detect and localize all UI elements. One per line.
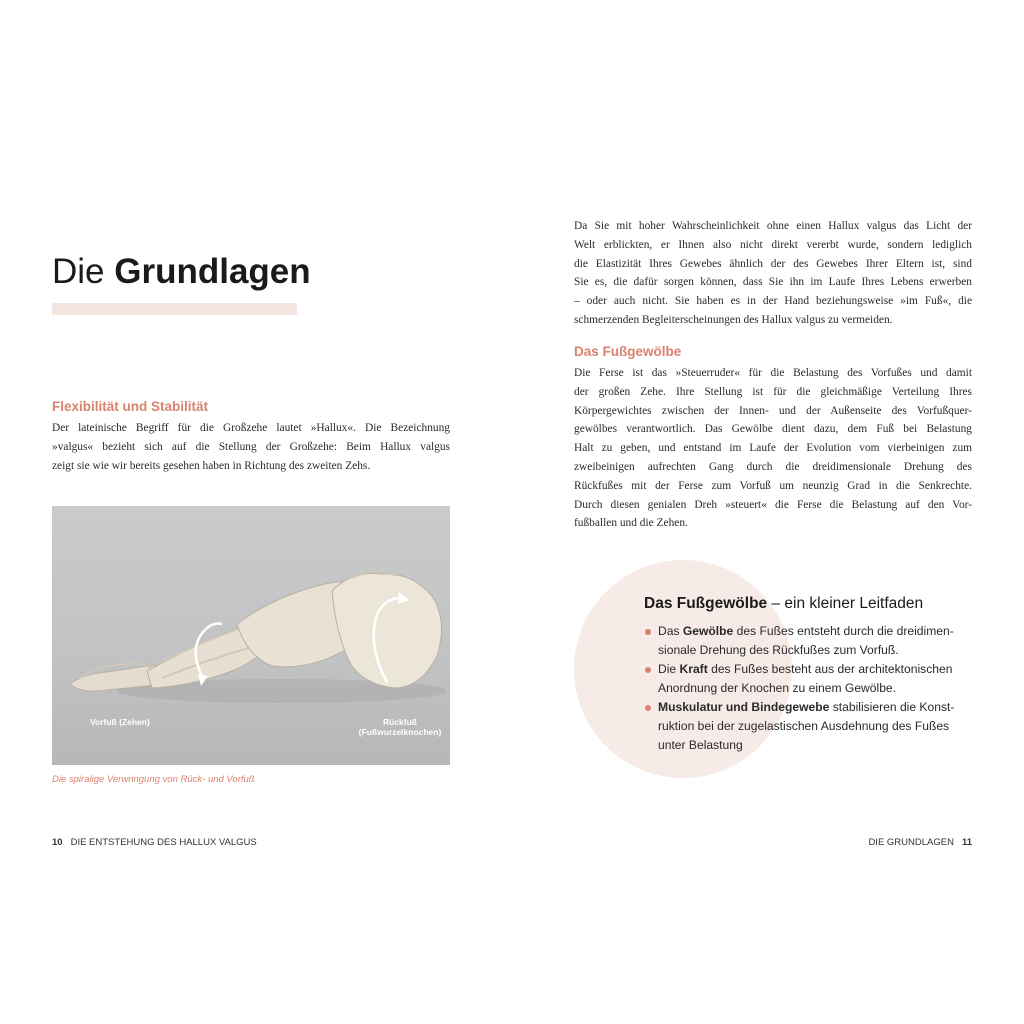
- bullet-text: Die: [658, 662, 680, 676]
- chapter-title: [52, 252, 311, 292]
- text-line: der großen Zehe. Ihre Stellung ist für die gleichmäßige Verteilung Ihres: [574, 385, 972, 398]
- text-line: Halt zu geben, und entstand im Laufe der Evolution vom vierbeinigen zum: [574, 442, 972, 455]
- text-line: – oder auch nicht. Sie haben es in der Hand beziehungsweise »im Fuß«, die: [574, 295, 972, 308]
- text-line: fußballen und die Zehen.: [574, 517, 688, 530]
- guide-box-title-bold: Das Fußgewölbe: [644, 595, 768, 612]
- bullet-emphasis: Muskulatur und Bindegewebe: [658, 700, 830, 714]
- bullet-text: des Fußes besteht aus der architektonischen: [707, 662, 953, 676]
- text-line: Durch diesen genialen Dreh »steuert« die Ferse die Belastung auf den Vor-: [574, 498, 972, 511]
- bullet-emphasis: Kraft: [679, 662, 708, 676]
- chapter-title-bold: Grundlagen: [114, 252, 311, 291]
- footer-right: [868, 837, 980, 848]
- text-line: Da Sie mit hoher Wahrscheinlichkeit ohne einen Hallux valgus das Licht der: [574, 220, 972, 232]
- text-line: schmerzenden Begleiterscheinungen des Hallux valgus zu vermeiden.: [574, 313, 893, 326]
- running-head-right: DIE GRUNDLAGEN: [868, 837, 954, 848]
- bullet-emphasis: Gewölbe: [682, 624, 734, 638]
- text-line: zeigt sie wie wir bereits gesehen haben in Richtung des zweiten Zehs.: [52, 459, 371, 472]
- text-line: gewölbes verantwortlich. Das Gewölbe dient dazu, dem Fuß bei Belastung: [574, 423, 972, 436]
- bullet-item: [643, 660, 973, 698]
- label-rearfoot: [352, 717, 448, 737]
- text-line: zweibeinigen aufrechten Gang durch die dreidimensionale Drehung des: [574, 460, 972, 473]
- bullet-item: [643, 698, 973, 755]
- label-forefoot: Vorfuß (Zehen): [90, 717, 150, 727]
- section-body-arch: [574, 364, 972, 533]
- guide-box-bullets: [643, 622, 973, 755]
- bullet-text: ruktion bei der zugelastischen Ausdehnung des Fußes: [658, 719, 950, 733]
- text-line: Der lateinische Begriff für die Großzehe lautet »Hallux«. Die Bezeichnung: [52, 422, 450, 434]
- text-line: Welt erblickten, er Ihnen also nicht direkt vererbt wurde, sondern lediglich: [574, 238, 972, 251]
- title-underline-bar: [52, 303, 297, 315]
- section-heading-arch: Das Fußgewölbe: [574, 344, 682, 359]
- bullet-text: sionale Drehung des Rückfußes zum Vorfuß.: [658, 643, 899, 657]
- section-heading-flexibility: Flexibilität und Stabilität: [52, 399, 209, 414]
- guide-box-title: [644, 595, 923, 613]
- section-body-flexibility: [52, 419, 450, 475]
- bullet-item: [643, 622, 973, 660]
- guide-box-title-rest: – ein kleiner Leitfaden: [767, 595, 924, 612]
- bullet-text: Das: [658, 624, 683, 638]
- page-number-left: 10: [52, 837, 63, 848]
- text-line: die Elastizität Ihres Gewebes ähnlich der des Gewebes Ihrer Eltern ist, sind: [574, 257, 972, 270]
- bullet-text: stabilisieren die Konst-: [829, 700, 955, 714]
- footer-left: [44, 837, 257, 848]
- page-number-right: 11: [961, 837, 972, 848]
- text-line: Körpergewichtes zwischen der Innen- und der Außenseite des Vorfußquer-: [574, 404, 972, 417]
- text-line: Die Ferse ist das »Steuerruder« für die Belastung des Vorfußes und damit: [574, 367, 972, 379]
- running-head-left: DIE ENTSTEHUNG DES HALLUX VALGUS: [70, 837, 257, 848]
- bullet-text: des Fußes entsteht durch die dreidimen-: [733, 624, 954, 638]
- label-rearfoot-line2: (Fußwurzelknochen): [358, 727, 442, 737]
- text-line: »valgus« bezieht sich auf die Stellung der Großzehe: Beim Hallux valgus: [52, 440, 450, 453]
- photo-caption: Die spiralige Verwringung von Rück- und Vorfuß: [52, 774, 255, 785]
- foot-skeleton-photo: [52, 506, 450, 765]
- bullet-text: unter Belastung: [658, 738, 743, 752]
- text-line: Sie es, die dafür sorgen können, dass Sie ihn im Laufe Ihres Lebens erwerben: [574, 276, 972, 289]
- intro-paragraph: [574, 217, 972, 330]
- bullet-text: Anordnung der Knochen zu einem Gewölbe.: [658, 681, 897, 695]
- text-line: Rückfußes mit der Ferse zum Vorfuß um neunzig Grad in die Senkrechte.: [574, 479, 972, 492]
- chapter-title-light: Die: [52, 252, 115, 291]
- label-rearfoot-line1: Rückfuß: [383, 717, 417, 727]
